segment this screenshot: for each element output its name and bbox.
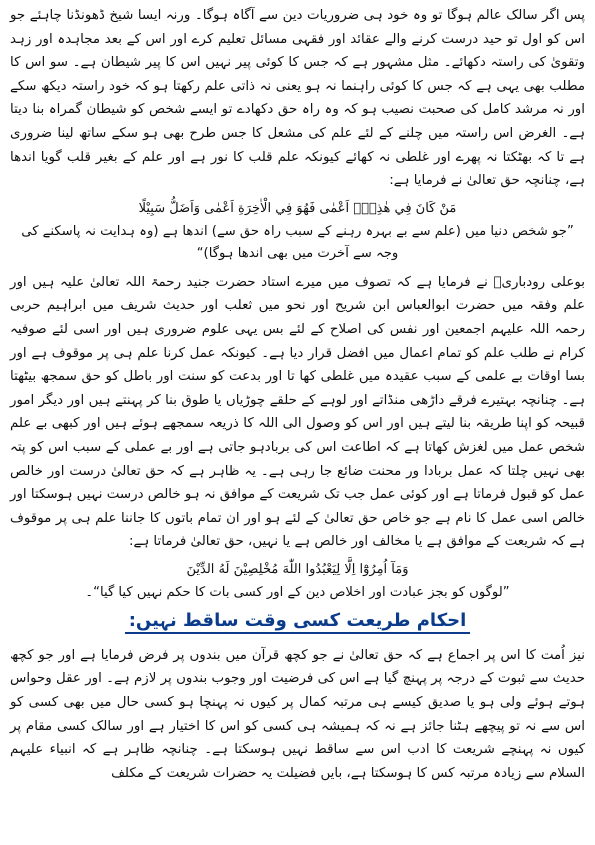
verse-translation-sincerity: ”لوگوں کو بجز عبادت اور اخلاص دین کے اور کسی بات کا حکم نہیں کیا گیا“۔: [85, 584, 510, 600]
paragraph-intro: پس اگر سالک عالم ہوگا تو وہ خود ہی ضروریات دین سے آگاہ ہوگا۔ ورنہ ایسا شیخ ڈھونڈنا چاہئے جو اس کو اول تو حید درست کرنے والے عقائد اور فقہی مسائل تعلیم کرے اور اس کے بعد مجاہدہ اور زہد وتقویٰ کی راستہ دکھائے۔ مثل مشہور ہے کہ جس کا کوئی پیر نہیں اس کا پیر شیطان ہے۔ سو اس کا مطلب بھی یہی ہے کہ جس کا کوئی راہنما نہ ہو یعنی نہ ذاتی علم رکھتا ہو کہ خود راستہ دیکھ سکے اور نہ مرشد کامل کی صحبت نصیب ہو کہ وہ راہ حق دکھادے تو ایسے شخص کو شیطان گمراہ بنا دیتا ہے۔ الغرض اس راستہ میں چلنے کے لئے علم کی مشعل کا جس طرح بھی ہو سکے ساتھ لینا ضروری ہے تا کہ بھٹکتا نہ پھرے اور غلطی نہ کھائے کیونکہ علم قلب کا نور ہے اور علم کے بغیر قلب گویا اندھا ہے، چنانچہ حق تعالیٰ نے فرمایا ہے:: [10, 8, 585, 189]
paragraph-ijma: نیز اُمت کا اس پر اجماع ہے کہ حق تعالیٰ نے جو کچھ قرآن میں بندوں پر فرض فرمایا ہے اور جو کچھ حدیث سے ثبوت کے درجہ پر پہنچ گیا ہے اس کی فرضیت اور وجوب بندوں پر لازم ہے۔ اور عقل وحواس ہوتے ہوئے ولی ہو یا صدیق کیسے ہی مرتبہ کمال پر کیوں نہ پہنچا ہو کسی حال میں بھی کسی کو اس سے نہ تو پیچھے ہٹنا جائز ہے نہ کہ ہمیشہ ہی کسی کو اس کا اختیار ہے اور سالک کسی مقام پر کیوں نہ پہنچے شریعت کا ادب اس سے ساقط نہیں ہوسکتا ہے۔ چنانچہ ظاہر ہے کہ انبیاء علیہم السلام سے زیادہ مرتبہ کس کا ہوسکتا ہے، بایں فضیلت یہ حضرات شریعت کے مکلف: [10, 647, 585, 781]
section-heading-wrapper: [10, 610, 585, 634]
quran-verse-blindness: مَنْ كَانَ فِي هٰذِهٖٓ اَعْمٰى فَهُوَ فِي الْاٰخِرَةِ اَعْمٰى وَاَضَلُّ سَبِيْلًا: [138, 200, 457, 216]
verse-translation-blindness: ”جو شخص دنیا میں (علم سے بے بہرہ رہنے کے سبب راہ حق سے) اندھا ہے (وہ ہدایت نہ پاسکنے کی وجہ سے آخرت میں بھی اندھا ہوگا)“: [21, 223, 574, 261]
section-heading: احکام طریعت کسی وقت ساقط نہیں:: [125, 610, 471, 634]
quran-verse-sincerity: وَمَآ اُمِرُوْٓا اِلَّا لِيَعْبُدُوا اللّٰهَ مُخْلِصِيْنَ لَهُ الدِّيْنَ: [186, 561, 409, 577]
paragraph-knowledge: بوعلی رودباریؒ نے فرمایا ہے کہ تصوف میں میرے استاد حضرت جنید رحمۃ اللہ تعالیٰ علیہ ہیں اور علم وفقہ میں حضرت ابوالعباس ابن شریح اور نحو میں ثعلب اور حدیث شریف میں ابراہیم حربی رحمہ اللہ علیہم اجمعین اور نفس کی اصلاح کے لئے بس یہی علوم ضروری ہیں اور اسی لئے صوفیہ کرام نے طلب علم کو تمام اعمال میں افضل قرار دیا ہے۔ کیونکہ عمل کرنا علم ہی پر موقوف ہے اور بسا اوقات بے علمی کے سبب عقیدہ میں غلطی کھا تا اور بدعت کو سنت اور باطل کو حق سمجھ بیٹھتا ہے۔ چنانچہ بہتیرے فرقے داڑھی منڈاتے اور لوہے کے حلقے چوڑیاں یا طوق بنا کر پہنتے ہیں اور دیگر امور قبیحہ کو اپنا طریقہ بنا لیتے ہیں اور اس کو وصول الی اللہ کا ذریعہ سمجھے ہوئے ہیں اور کبھی بے علم شخص عمل میں لغزش کھاتا ہے کہ اطاعت اس کی بربادہو جاتی ہے اور بے عملی کے سبب اس کو پتہ بھی نہیں چلتا کہ عمل بربادا ور محنت ضائع جا رہی ہے۔ یہ ظاہر ہے کہ حق تعالیٰ درست اور خالص عمل کو قبول فرماتا ہے اور کوئی عمل جب تک شریعت کے موافق نہ ہو خالص درست نہیں ہوسکتا اور خالص اسی عمل کا نام ہے جو خاص حق تعالیٰ کے لئے ہو اور ان تمام باتوں کا جاننا علم ہی پر موقوف ہے کہ شریعت کے موافق ہے یا مخالف اور خالص ہے یا نہیں، حق تعالیٰ فرماتا ہے:: [10, 274, 585, 550]
